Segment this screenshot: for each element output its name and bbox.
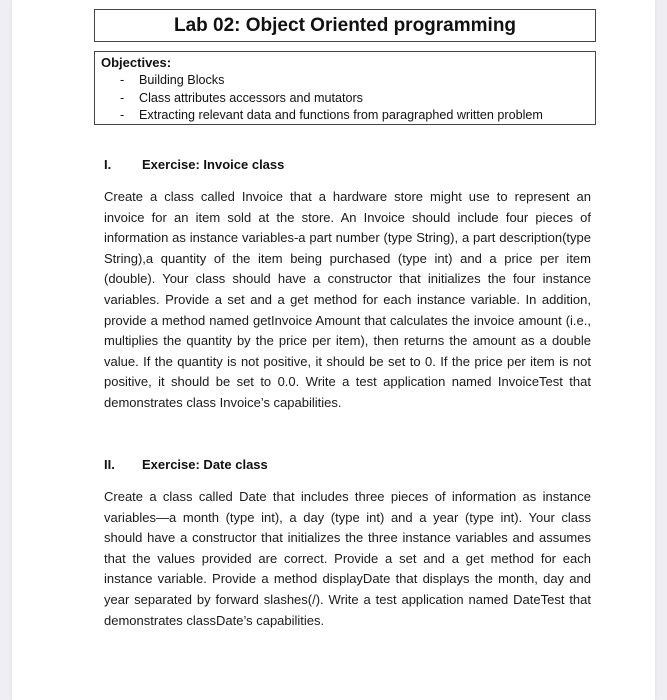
section-number: II. xyxy=(104,457,115,472)
bullet-dash: - xyxy=(120,108,125,122)
objectives-box xyxy=(94,51,596,125)
document-page xyxy=(12,0,655,700)
section-body: Create a class called Invoice that a hardware store might use to represent an invoice for an item sold at the store. An Invoice should include four pieces of information as instance variables-a part number (type String), a part description(type String),a quantity of the item being purchased (type int) and a price per item (double). Your class should have a constructor that initializes the four instance variables. Provide a set and a get method for each instance variable. In addition, provide a method named getInvoice Amount that calculates the invoice amount (i.e., multiplies the quantity by the price per item), then returns the amount as a double value. If the quantity is not positive, it should be set to 0. If the price per item is not positive, it should be set to 0.0. Write a test application named InvoiceTest that demonstrates class Invoice’s capabilities. xyxy=(104,189,591,410)
section-heading xyxy=(104,156,591,174)
objective-text: Building Blocks xyxy=(139,73,225,87)
section-body: Create a class called Date that includes three pieces of information as instance variables—a month (type int), a day (type int) and a year (type int). Your class should have a constructor that initializes the three instance variables and assumes that the values provided are correct. Provide a set and a get method for each instance variable. Provide a method displayDate that displays the month, day and year separated by forward slashes(/). Write a test application named DateTest that demonstrates classDate’s capabilities. xyxy=(104,489,591,628)
section-number: I. xyxy=(104,157,112,172)
objective-text: Class attributes accessors and mutators xyxy=(139,90,363,105)
bullet-dash: - xyxy=(120,90,125,105)
section-title: Exercise: Invoice class xyxy=(142,157,285,172)
section-date-exercise xyxy=(104,456,591,631)
objectives-heading: Objectives: xyxy=(101,55,172,70)
title-box xyxy=(94,9,596,42)
section-invoice-exercise xyxy=(104,156,591,414)
section-heading xyxy=(104,456,591,474)
objective-text: Extracting relevant data and functions from paragraphed written problem xyxy=(139,108,543,122)
bullet-dash: - xyxy=(120,73,125,87)
section-title: Exercise: Date class xyxy=(142,457,268,472)
page-title: Lab 02: Object Oriented programming xyxy=(173,14,517,36)
